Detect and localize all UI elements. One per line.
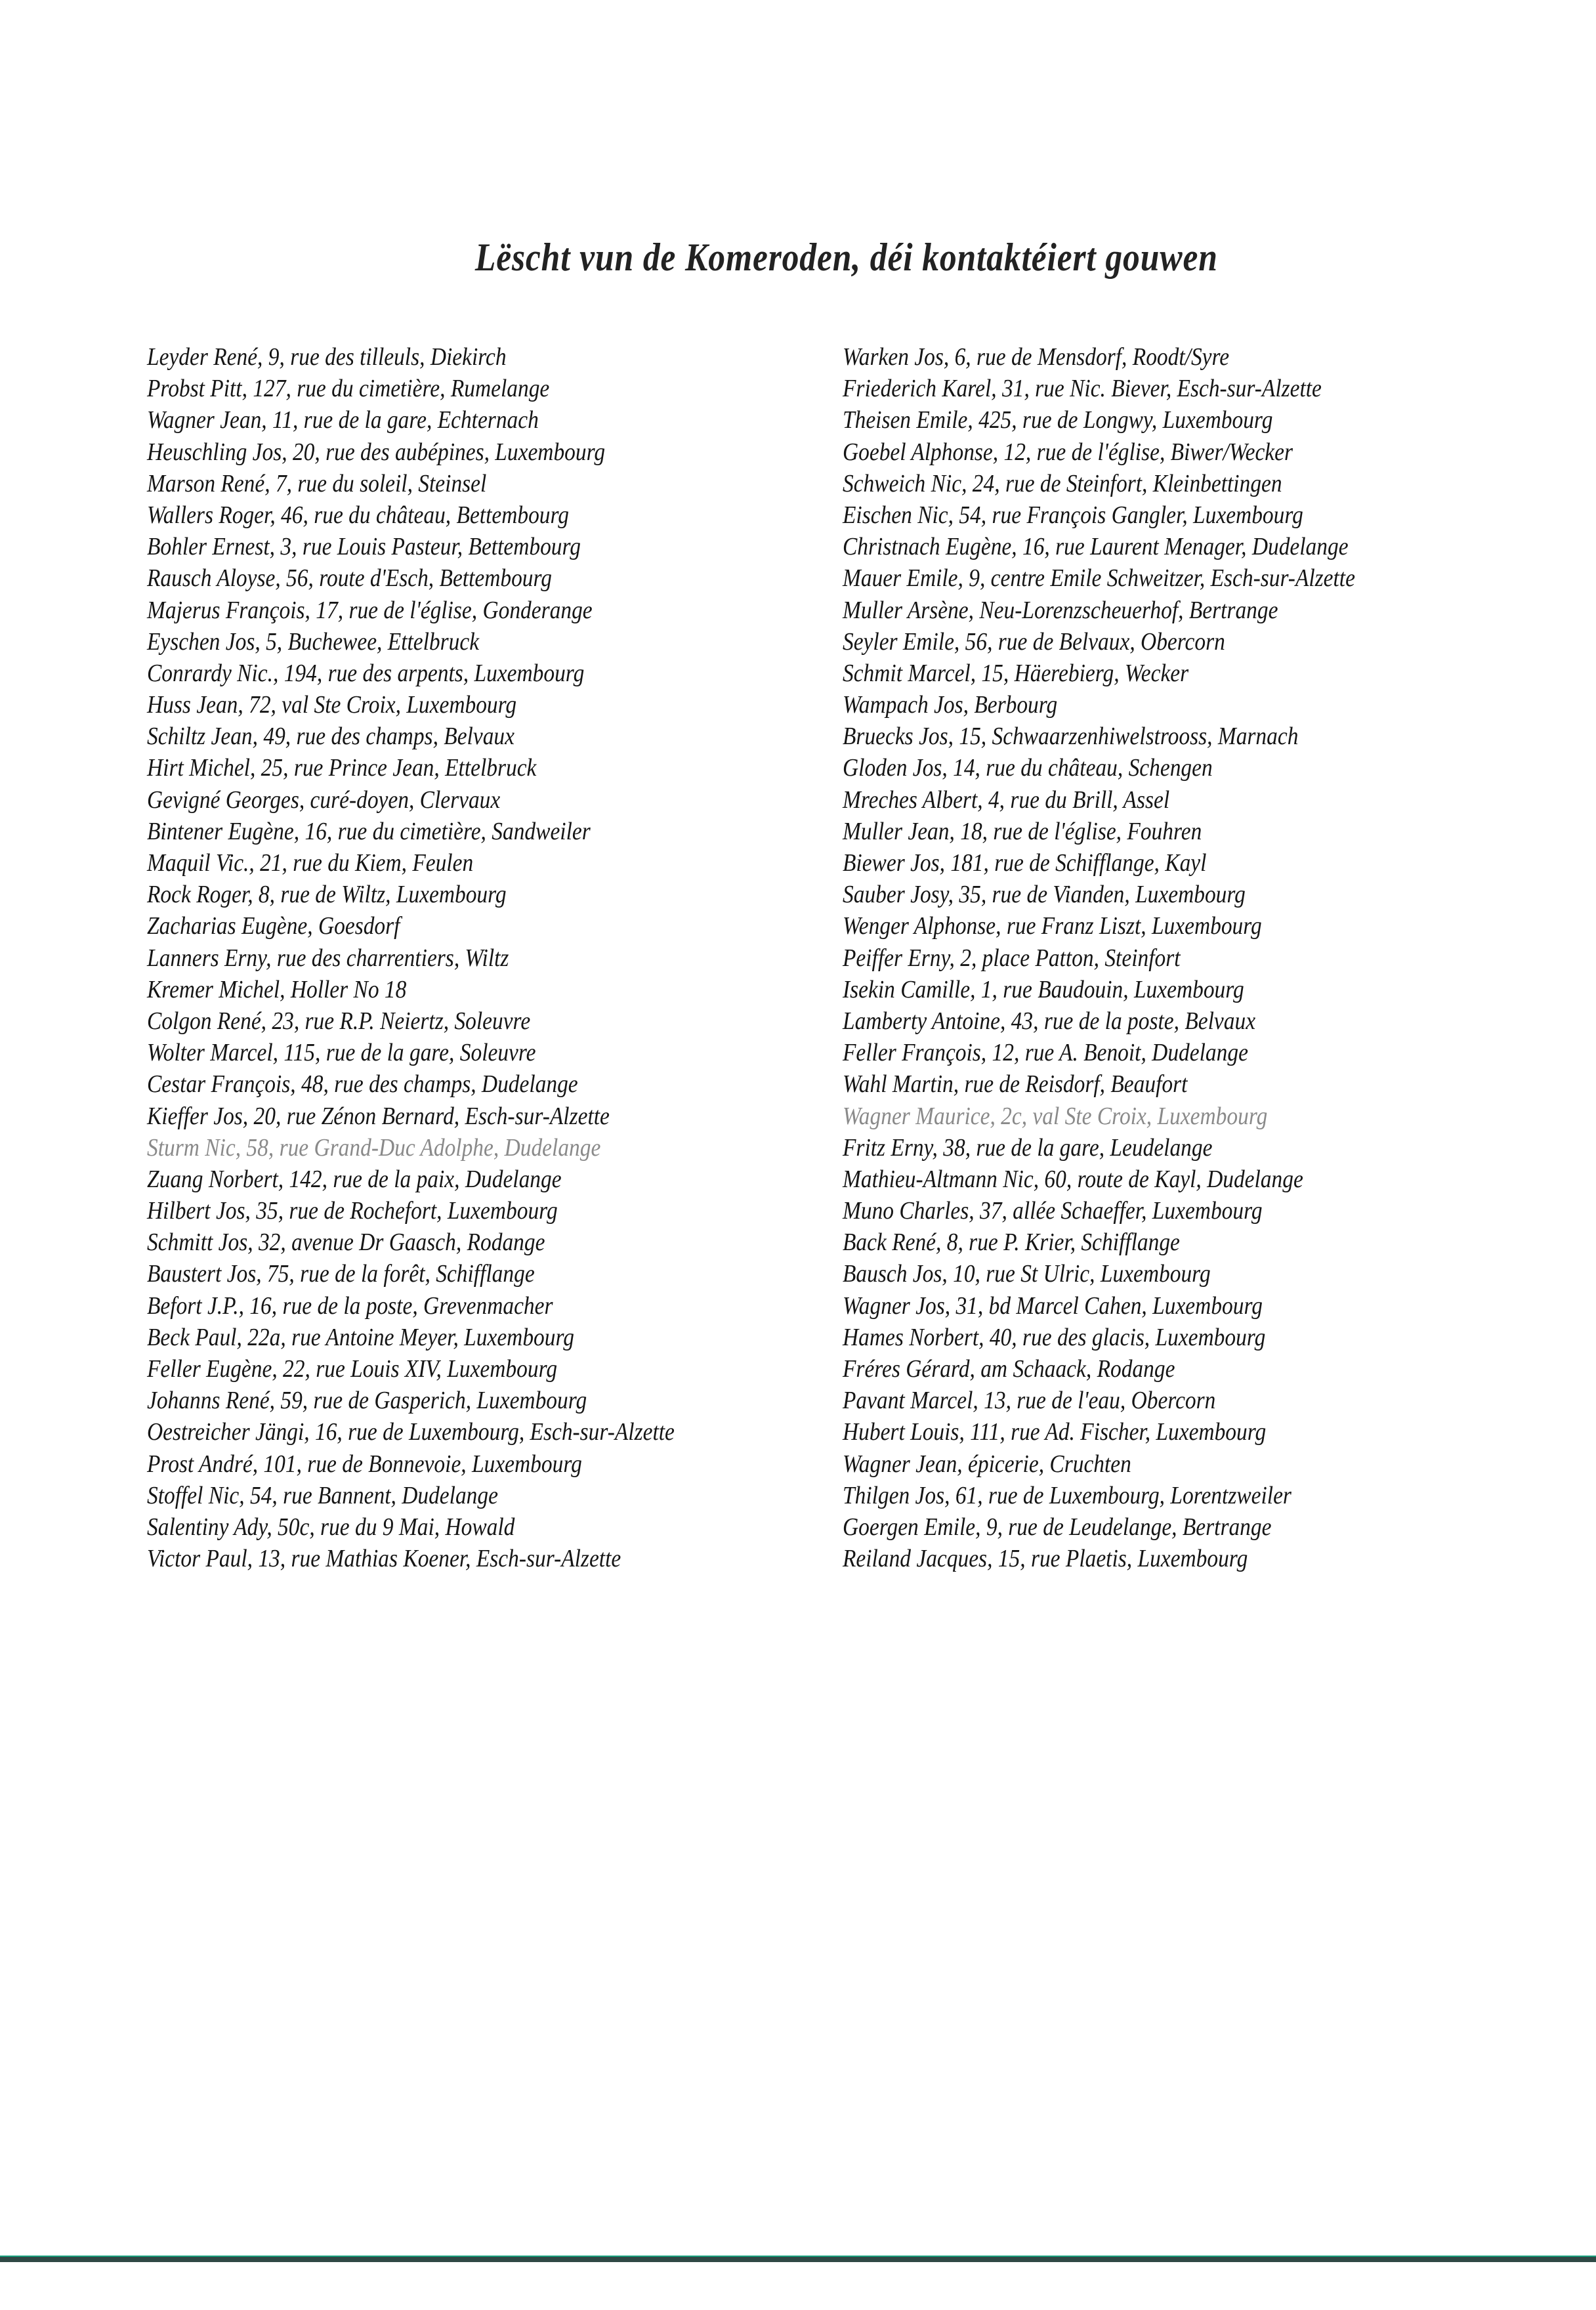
contact-entry: Christnach Eugène, 16, rue Laurent Menager, Dudelange [843, 533, 1349, 561]
contact-entry: Schmit Marcel, 15, Häerebierg, Wecker [843, 659, 1189, 687]
contact-entry: Wampach Jos, Berbourg [843, 691, 1058, 719]
contact-entry: Prost André, 101, rue de Bonnevoie, Luxembourg [147, 1450, 582, 1478]
contact-entry: Lanners Erny, rue des charrentiers, Wiltz [147, 944, 509, 972]
contact-entry: Bruecks Jos, 15, Schwaarzenhiwelstrooss, Marnach [843, 723, 1299, 751]
contact-entry: Kremer Michel, Holler No 18 [147, 975, 407, 1003]
contact-entry: Zuang Norbert, 142, rue de la paix, Dudelange [147, 1165, 562, 1193]
contact-entry: Sauber Josy, 35, rue de Vianden, Luxembourg [843, 881, 1246, 909]
contact-entry: Marson René, 7, rue du soleil, Steinsel [147, 469, 487, 497]
contact-entry: Huss Jean, 72, val Ste Croix, Luxembourg [147, 691, 517, 719]
contact-entry: Fréres Gérard, am Schaack, Rodange [843, 1355, 1175, 1383]
contact-entry: Warken Jos, 6, rue de Mensdorf, Roodt/Syre [843, 343, 1230, 371]
contact-entry: Bohler Ernest, 3, rue Louis Pasteur, Bettembourg [147, 533, 581, 561]
contact-entry: Stoffel Nic, 54, rue Bannent, Dudelange [147, 1481, 498, 1509]
contact-entry: Johanns René, 59, rue de Gasperich, Luxembourg [147, 1387, 587, 1415]
contact-entry: Goergen Emile, 9, rue de Leudelange, Bertrange [843, 1513, 1272, 1541]
page-title-text: Lëscht vun de Komeroden, déi kontaktéiert gouwen [474, 236, 1218, 280]
contact-entry: Majerus François, 17, rue de l'église, Gonderange [147, 596, 593, 624]
contact-entry: Eischen Nic, 54, rue François Gangler, Luxembourg [843, 501, 1303, 529]
contact-entry: Wagner Jos, 31, bd Marcel Cahen, Luxembourg [843, 1292, 1263, 1320]
contact-entry: Hames Norbert, 40, rue des glacis, Luxembourg [843, 1323, 1266, 1351]
contact-entry: Eyschen Jos, 5, Buchewee, Ettelbruck [147, 627, 480, 656]
contact-entry: Lamberty Antoine, 43, rue de la poste, Belvaux [843, 1007, 1256, 1035]
contact-list-left-column [147, 341, 747, 1574]
contact-entry: Schweich Nic, 24, rue de Steinfort, Kleinbettingen [843, 469, 1282, 497]
contact-entry: Schmitt Jos, 32, avenue Dr Gaasch, Rodange [147, 1228, 545, 1257]
page-title [0, 235, 1596, 280]
contact-entry: Back René, 8, rue P. Krier, Schifflange [843, 1228, 1180, 1257]
contact-entry: Pavant Marcel, 13, rue de l'eau, Obercorn [843, 1387, 1216, 1415]
contact-entry: Mreches Albert, 4, rue du Brill, Assel [843, 786, 1170, 814]
contact-entry: Salentiny Ady, 50c, rue du 9 Mai, Howald [147, 1513, 515, 1541]
contact-entry: Hubert Louis, 111, rue Ad. Fischer, Luxembourg [843, 1418, 1267, 1446]
contact-entry: Oestreicher Jängi, 16, rue de Luxembourg, Esch-sur-Alzette [147, 1418, 675, 1446]
contact-entry: Reiland Jacques, 15, rue Plaetis, Luxembourg [843, 1545, 1248, 1573]
contact-entry: Colgon René, 23, rue R.P. Neiertz, Soleuvre [147, 1007, 531, 1035]
contact-entry: Muno Charles, 37, allée Schaeffer, Luxembourg [843, 1197, 1263, 1225]
contact-entry: Wagner Maurice, 2c, val Ste Croix, Luxembourg [843, 1102, 1268, 1130]
contact-entry: Conrardy Nic., 194, rue des arpents, Luxembourg [147, 659, 585, 687]
contact-entry: Fritz Erny, 38, rue de la gare, Leudelange [843, 1133, 1213, 1162]
contact-entry: Muller Arsène, Neu-Lorenzscheuerhof, Bertrange [843, 596, 1278, 624]
contact-entry: Gevigné Georges, curé-doyen, Clervaux [147, 786, 501, 814]
contact-entry: Rausch Aloyse, 56, route d'Esch, Bettembourg [147, 564, 553, 593]
contact-entry: Bausch Jos, 10, rue St Ulric, Luxembourg [843, 1260, 1211, 1288]
contact-list-right-column [843, 341, 1425, 1574]
contact-entry: Friederich Karel, 31, rue Nic. Biever, Esch-sur-Alzette [843, 375, 1322, 403]
contact-entry: Baustert Jos, 75, rue de la forêt, Schifflange [147, 1260, 535, 1288]
contact-entry: Sturm Nic, 58, rue Grand-Duc Adolphe, Dudelange [147, 1133, 601, 1162]
contact-entry: Wagner Jean, 11, rue de la gare, Echternach [147, 406, 539, 434]
contact-entry: Peiffer Erny, 2, place Patton, Steinfort [843, 944, 1181, 972]
contact-entry: Befort J.P., 16, rue de la poste, Grevenmacher [147, 1292, 553, 1320]
contact-entry: Wallers Roger, 46, rue du château, Bettembourg [147, 501, 570, 529]
footer-rule [0, 2256, 1596, 2262]
contact-entry: Schiltz Jean, 49, rue des champs, Belvaux [147, 723, 514, 751]
contact-entry: Feller François, 12, rue A. Benoit, Dudelange [843, 1039, 1248, 1067]
contact-entry: Kieffer Jos, 20, rue Zénon Bernard, Esch-sur-Alzette [147, 1102, 610, 1130]
contact-entry: Leyder René, 9, rue des tilleuls, Diekirch [147, 343, 507, 371]
contact-entry: Mauer Emile, 9, centre Emile Schweitzer, Esch-sur-Alzette [843, 564, 1355, 593]
contact-entry: Wagner Jean, épicerie, Cruchten [843, 1450, 1131, 1478]
contact-entry: Gloden Jos, 14, rue du château, Schengen [843, 754, 1213, 782]
contact-entry: Biewer Jos, 181, rue de Schifflange, Kayl [843, 849, 1207, 877]
contact-entry: Muller Jean, 18, rue de l'église, Fouhren [843, 817, 1202, 845]
contact-entry: Wolter Marcel, 115, rue de la gare, Soleuvre [147, 1039, 536, 1067]
contact-entry: Mathieu-Altmann Nic, 60, route de Kayl, Dudelange [843, 1165, 1303, 1193]
contact-entry: Goebel Alphonse, 12, rue de l'église, Biwer/Wecker [843, 438, 1293, 466]
contact-entry: Wenger Alphonse, rue Franz Liszt, Luxembourg [843, 912, 1262, 940]
contact-entry: Probst Pitt, 127, rue du cimetière, Rumelange [147, 375, 550, 403]
contact-entry: Victor Paul, 13, rue Mathias Koener, Esch-sur-Alzette [147, 1545, 621, 1573]
contact-entry: Beck Paul, 22a, rue Antoine Meyer, Luxembourg [147, 1323, 574, 1351]
contact-entry: Zacharias Eugène, Goesdorf [147, 912, 400, 940]
contact-entry: Isekin Camille, 1, rue Baudouin, Luxembourg [843, 975, 1244, 1003]
contact-entry: Heuschling Jos, 20, rue des aubépines, Luxembourg [147, 438, 606, 466]
contact-entry: Rock Roger, 8, rue de Wiltz, Luxembourg [147, 881, 507, 909]
contact-entry: Bintener Eugène, 16, rue du cimetière, Sandweiler [147, 817, 591, 845]
contact-entry: Theisen Emile, 425, rue de Longwy, Luxembourg [843, 406, 1273, 434]
contact-entry: Feller Eugène, 22, rue Louis XIV, Luxembourg [147, 1355, 558, 1383]
contact-entry: Wahl Martin, rue de Reisdorf, Beaufort [843, 1070, 1188, 1099]
contact-entry: Maquil Vic., 21, rue du Kiem, Feulen [147, 849, 474, 877]
contact-entry: Seyler Emile, 56, rue de Belvaux, Obercorn [843, 627, 1225, 656]
contact-entry: Hirt Michel, 25, rue Prince Jean, Ettelbruck [147, 754, 537, 782]
contact-entry: Thilgen Jos, 61, rue de Luxembourg, Lorentzweiler [843, 1481, 1292, 1509]
contact-entry: Cestar François, 48, rue des champs, Dudelange [147, 1070, 578, 1099]
contact-entry: Hilbert Jos, 35, rue de Rochefort, Luxembourg [147, 1197, 558, 1225]
